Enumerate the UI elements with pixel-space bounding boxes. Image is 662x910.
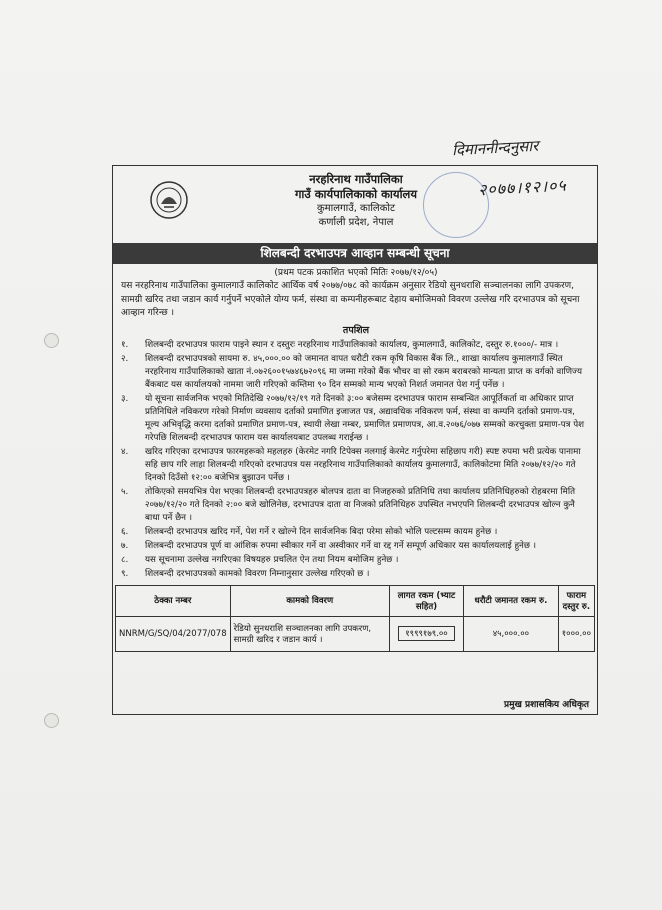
item-text: शिलबन्दी दरभाउपत्र पूर्ण वा आंशिक रुपमा स्वीकार गर्ने वा अस्वीकार गर्ने वा रद्द गर्ने सम्पूर्ण अधिकार यस कार्यालयलाई हुनेछ । — [145, 540, 537, 551]
punch-hole-top — [44, 333, 59, 348]
col-contract-no: ठेक्का नम्बर — [116, 585, 231, 616]
item-number: ३. — [121, 393, 129, 404]
item-text: शिलबन्दी दरभाउपत्रको सायमा रु. ४५,०००.०० को जमानत वापत धरौटी रकम कृषि विकास बैंक लि., शाखा कार्यालय कुमालगाउँ स्थित नरहरिनाथ गाउँपालिकाको खाता नं.०७२६००१५७४६७२०९६ मा जम्मा गरेको बैंक भौचर वा सो रकम बराबरको मान्यता प्राप्त क वर्गको वाणिज्य बैंकबाट यस कार्यालयको नाममा जारी गरिएको कम्तिमा ९० दिन सम्मको मान्य भएको निशर्त जमानत पेश गर्नु पर्नेछ । — [145, 353, 583, 390]
work-detail-table — [115, 585, 595, 652]
list-item — [121, 540, 591, 553]
signature-title: प्रमुख प्रशासकिय अधिकृत — [503, 700, 589, 710]
item-number: ५. — [121, 486, 129, 497]
list-item — [121, 526, 591, 539]
notice-box — [112, 165, 598, 715]
notice-header — [121, 170, 591, 243]
list-item — [121, 486, 591, 525]
publication-date: (प्रथम पटक प्रकाशित भएको मितिः २०७७/१२/०५) — [274, 268, 438, 278]
col-description: कामको विवरण — [230, 585, 389, 616]
intro-paragraph: यस नरहरिनाथ गाउँपालिका कुमालगाउँ कालिकोट आर्थिक वर्ष २०७७/०७८ को कार्यक्रम अनुसार रेडियो सुनधराशि सञ्चालनका लागि उपकरण, सामग्री खरिद तथा जडान कार्य गर्नुपर्ने भएकोले योग्य फर्म, संस्था वा कम्पनीहरूबाट देहाय बमोजिमको विवरण उल्लेख गरि दरभाउपत्र को सूचना आव्हान गरिन्छ । — [121, 281, 580, 318]
list-item — [121, 339, 591, 352]
col-fee: फाराम दस्तुर रु. — [558, 585, 594, 616]
handwritten-note: दिमाननीन्दनुसार — [451, 136, 539, 160]
item-text: यो सूचना सार्वजनिक भएको मितिदेखि २०७७/१२/१९ गते दिनको ३:०० बजेसम्म दरभाउपत्र फाराम सम्बन्धित आपूर्तिकर्ता वा अधिकार प्राप्त प्रतिनिधिले नविकरण गरेको निर्माण व्यवसाय दर्ताको प्रमाणित इजाजत पत्र, अद्यावधिक नविकरण फर्म, संस्था वा कम्पनि दर्ताको प्रमाण-पत्र, मूल्य अभिवृद्धि करमा दर्ताको प्रमाणित प्रमाण-पत्र, स्थायी लेखा नम्बर, प्रमाणित प्रमाणपत्र, आ.व.२०७६/०७७ सम्मको करचुक्ता प्रमाण-पत्र पेश गरेपछि शिलबन्दी दरभाउपत्र फाराम यस कार्यालयबाट उपलब्ध गराईन्छ । — [145, 393, 585, 443]
item-text: शिलबन्दी दरभाउपत्रको कामको विवरण निम्नानुसार उल्लेख गरिएको छ । — [145, 568, 370, 579]
address-line-2: कर्णाली प्रदेश, नेपाल — [318, 217, 394, 228]
list-item — [121, 446, 591, 485]
cell-description: रेडियो सुनधराशि सञ्चालनका लागि उपकरण, सामग्री खरिद र जडान कार्य । — [230, 616, 389, 651]
item-text: खरिद गरिएका दरभाउपत्र फारमहरूको महलहरु (केरमेट नगरि टिपेक्स नलगाई केरमेट गर्नुपरेमा सहिछाप गरी) स्पष्ट रुपमा भरी प्रत्येक पानामा सहि छाप गरि लाहा शिलबन्दी गरिएको दरभाउपत्र यस नरहरिनाथ गाउँपालिकाको कार्यालय कुमालगाउँ, कालिकोटमा मिति २०७७/१२/२० गते दिनको दिउँसो १२:०० बजेभित्र बुझाउन पर्नेछ । — [145, 446, 581, 483]
item-text: शिलबन्दी दरभाउपत्र फाराम पाइने स्थान र दस्तुरः नरहरिनाथ गाउँपालिकाको कार्यालय, कुमालगाउँ, कालिकोट, दस्तुर रु.१०००/- मात्र । — [145, 339, 559, 350]
list-item — [121, 393, 591, 445]
office-block — [121, 172, 591, 230]
office-sub: गाउँ कार्यपालिकाको कार्यालय — [294, 187, 418, 201]
notice-title: शिलबन्दी दरभाउपत्र आव्हान सम्बन्धी सूचना — [113, 243, 597, 264]
cell-cost: १९९९१७९.०० — [398, 626, 454, 641]
cell-fee: १०००.०० — [558, 616, 594, 651]
cell-contract-no: NNRM/G/SQ/04/2077/078 — [116, 616, 231, 651]
table-row — [116, 616, 595, 651]
item-number: ७. — [121, 540, 129, 551]
item-text: यस सूचनामा उल्लेख नगरिएका विषयहरु प्रचलित ऐन तथा नियम बमोजिम हुनेछ । — [145, 554, 399, 565]
item-number: ९. — [121, 568, 129, 579]
cell-cost-wrap — [389, 616, 463, 651]
item-number: १. — [121, 339, 129, 350]
table-header-row — [116, 585, 595, 616]
section-heading: तपशिल — [342, 324, 370, 336]
col-deposit: धरौटी जमानत रकम रु. — [464, 585, 559, 616]
office-name: नरहरिनाथ गाउँपालिका — [309, 172, 403, 186]
condition-list — [121, 339, 591, 581]
list-item — [121, 353, 591, 392]
list-item — [121, 568, 591, 581]
item-number: ४. — [121, 446, 129, 457]
handwritten-date: २०७७।१२।०५ — [477, 175, 568, 200]
item-text: शिलबन्दी दरभाउपत्र खरिद गर्ने, पेश गर्ने र खोल्ने दिन सार्वजनिक बिदा परेमा सोको भोलि पल्टसम्म कायम हुनेछ । — [145, 526, 498, 537]
item-number: ६. — [121, 526, 129, 537]
item-text: तोकिएको समयभित्र पेश भएका शिलबन्दी दरभाउपत्रहरु बोलपत्र दाता वा निजहरुको प्रतिनिधि तथा कार्यालय प्रतिनिधिहरुको रोहबरमा मिति २०७७/१२/२० गते दिनको २:०० बजे खोलिनेछ, दरभाउपत्र दाता वा निजको प्रतिनिधिहरु उपस्थित नभएपनि शिलबन्दी दरभाउपत्र खोल्न कुनै बाधा पर्ने छैन । — [145, 486, 576, 523]
address-line-1: कुमालगाउँ, कालिकोट — [316, 203, 396, 214]
col-cost: लागत रकम (भ्याट सहित) — [389, 585, 463, 616]
punch-hole-bottom — [44, 713, 59, 728]
item-number: ८. — [121, 554, 129, 565]
cell-deposit: ४५,०००.०० — [464, 616, 559, 651]
list-item — [121, 554, 591, 567]
item-number: २. — [121, 353, 129, 364]
